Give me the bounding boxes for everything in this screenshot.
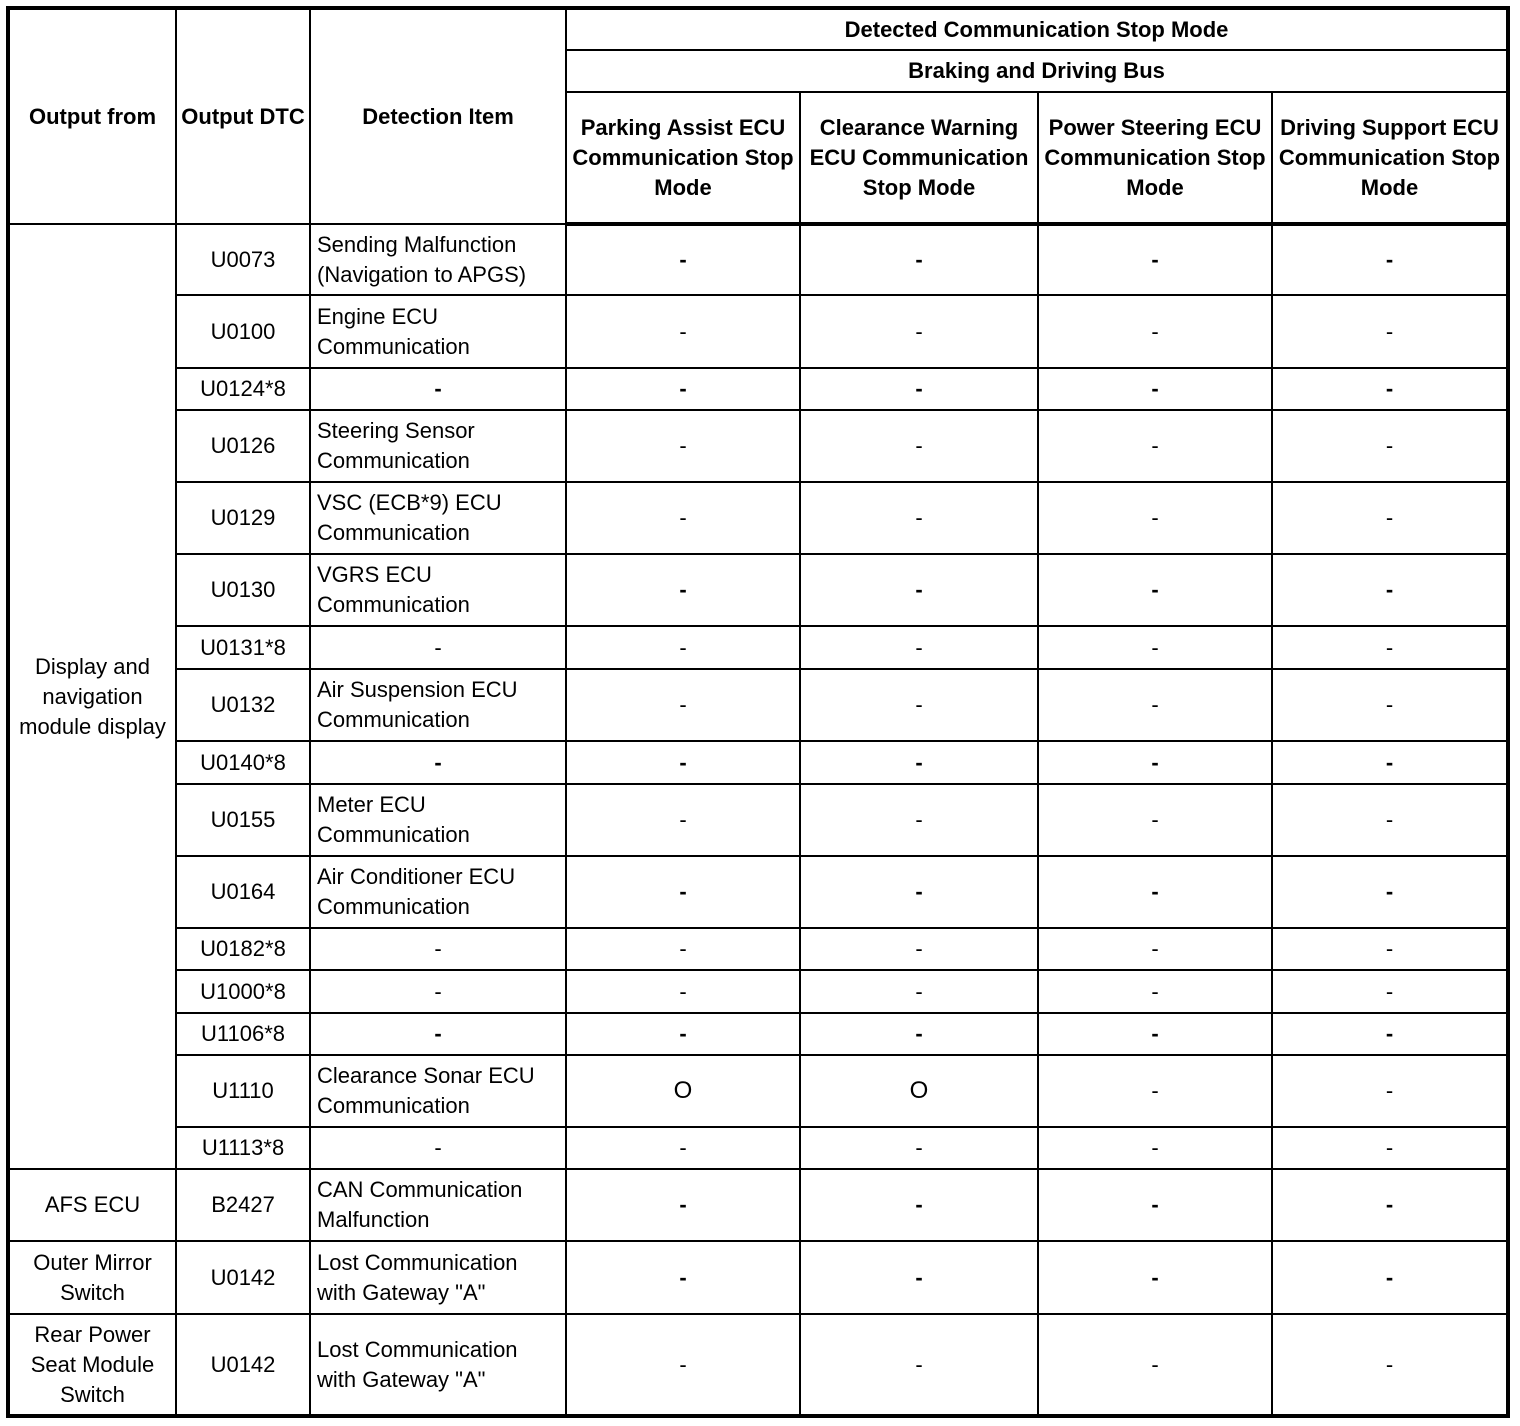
detection-item-cell: Sending Malfunction (Navigation to APGS) [310,224,566,295]
stop-mode-cell: - [1038,1055,1272,1127]
detection-item-cell: - [310,626,566,669]
stop-mode-cell: - [1272,784,1508,856]
stop-mode-cell: - [1038,1127,1272,1169]
stop-mode-cell: - [1038,224,1272,295]
detection-item-cell: Clearance Sonar ECU Communication [310,1055,566,1127]
detection-item-cell: Air Conditioner ECU Communication [310,856,566,928]
header-stop-mode-group: Detected Communication Stop Mode [566,8,1508,50]
stop-mode-cell: - [1038,784,1272,856]
stop-mode-cell: - [566,1241,800,1314]
stop-mode-cell: - [566,741,800,784]
header-detection-item: Detection Item [310,8,566,224]
header-bus-group: Braking and Driving Bus [566,50,1508,92]
stop-mode-cell: - [1038,928,1272,970]
stop-mode-cell: - [1272,669,1508,741]
stop-mode-cell: - [566,784,800,856]
stop-mode-cell: - [1272,1241,1508,1314]
dtc-cell: U1110 [176,1055,310,1127]
stop-mode-cell: - [1038,1169,1272,1241]
stop-mode-cell: O [566,1055,800,1127]
dtc-cell: U0130 [176,554,310,626]
stop-mode-cell: - [1272,224,1508,295]
stop-mode-cell: - [1038,554,1272,626]
detection-item-cell: - [310,741,566,784]
stop-mode-cell: - [566,1127,800,1169]
detection-item-cell: - [310,970,566,1013]
stop-mode-cell: - [800,669,1038,741]
dtc-cell: U1106*8 [176,1013,310,1055]
table-row [8,482,1508,554]
dtc-cell: U0126 [176,410,310,482]
stop-mode-cell: - [800,1169,1038,1241]
detection-item-cell: VGRS ECU Communication [310,554,566,626]
detection-item-cell: Engine ECU Communication [310,295,566,368]
stop-mode-cell: - [566,1169,800,1241]
detection-item-cell: - [310,1013,566,1055]
stop-mode-cell: - [1272,554,1508,626]
table-body [8,224,1508,1416]
stop-mode-cell: - [1038,1241,1272,1314]
table-row [8,1055,1508,1127]
header-output-from: Output from [8,8,176,224]
stop-mode-cell: - [1272,1055,1508,1127]
table-row [8,410,1508,482]
dtc-cell: U0124*8 [176,368,310,410]
detection-item-cell: - [310,928,566,970]
stop-mode-cell: - [1272,410,1508,482]
stop-mode-cell: - [566,295,800,368]
stop-mode-cell: - [800,295,1038,368]
stop-mode-cell: - [800,1314,1038,1416]
detection-item-cell: - [310,1127,566,1169]
dtc-cell: U0164 [176,856,310,928]
stop-mode-cell: - [800,368,1038,410]
dtc-cell: U0131*8 [176,626,310,669]
detection-item-cell: CAN Communication Malfunction [310,1169,566,1241]
stop-mode-cell: - [566,224,800,295]
table-row [8,1314,1508,1416]
dtc-cell: U0100 [176,295,310,368]
header-parking-assist: Parking Assist ECU Communication Stop Mode [566,92,800,224]
table-row [8,784,1508,856]
stop-mode-cell: - [800,410,1038,482]
header-power-steering: Power Steering ECU Communication Stop Mode [1038,92,1272,224]
stop-mode-cell: - [1272,482,1508,554]
detection-item-cell: Meter ECU Communication [310,784,566,856]
stop-mode-cell: - [1038,970,1272,1013]
stop-mode-cell: - [1272,1169,1508,1241]
header-driving-support: Driving Support ECU Communication Stop Mode [1272,92,1508,224]
output-from-cell: Display and navigation module display [8,224,176,1169]
header-clearance-warning: Clearance Warning ECU Communication Stop Mode [800,92,1038,224]
stop-mode-cell: - [1272,1127,1508,1169]
stop-mode-cell: - [800,1013,1038,1055]
output-from-cell: Outer Mirror Switch [8,1241,176,1314]
dtc-cell: U0142 [176,1241,310,1314]
stop-mode-cell: - [566,626,800,669]
stop-mode-cell: - [800,554,1038,626]
stop-mode-cell: - [800,482,1038,554]
stop-mode-cell: - [1038,482,1272,554]
table-row [8,224,1508,295]
table-row [8,1013,1508,1055]
stop-mode-cell: - [566,1013,800,1055]
stop-mode-cell: - [566,482,800,554]
stop-mode-cell: - [566,1314,800,1416]
table-row [8,970,1508,1013]
dtc-cell: B2427 [176,1169,310,1241]
stop-mode-cell: - [1272,1013,1508,1055]
table-row [8,928,1508,970]
dtc-cell: U0140*8 [176,741,310,784]
stop-mode-cell: - [1038,626,1272,669]
stop-mode-cell: - [1038,368,1272,410]
stop-mode-cell: - [1272,295,1508,368]
detection-item-cell: Steering Sensor Communication [310,410,566,482]
dtc-cell: U0142 [176,1314,310,1416]
stop-mode-cell: - [566,410,800,482]
table-row [8,1241,1508,1314]
stop-mode-cell: - [566,368,800,410]
stop-mode-cell: - [1272,1314,1508,1416]
stop-mode-cell: - [1038,1314,1272,1416]
stop-mode-cell: - [800,856,1038,928]
stop-mode-cell: - [800,784,1038,856]
stop-mode-cell: - [1272,928,1508,970]
stop-mode-cell: - [800,224,1038,295]
detection-item-cell: Lost Communication with Gateway "A" [310,1314,566,1416]
stop-mode-cell: - [800,741,1038,784]
output-from-cell: AFS ECU [8,1169,176,1241]
table-row [8,295,1508,368]
dtc-cell: U0155 [176,784,310,856]
stop-mode-cell: - [800,928,1038,970]
stop-mode-cell: - [1038,669,1272,741]
dtc-cell: U0129 [176,482,310,554]
stop-mode-cell: - [1272,626,1508,669]
dtc-cell: U1000*8 [176,970,310,1013]
stop-mode-cell: - [1038,741,1272,784]
stop-mode-cell: - [1038,410,1272,482]
stop-mode-cell: - [566,669,800,741]
table-row [8,856,1508,928]
detection-item-cell: - [310,368,566,410]
stop-mode-cell: - [566,970,800,1013]
stop-mode-cell: - [566,928,800,970]
stop-mode-cell: O [800,1055,1038,1127]
table-row [8,554,1508,626]
table-row [8,1169,1508,1241]
stop-mode-cell: - [1038,856,1272,928]
detection-item-cell: Lost Communication with Gateway "A" [310,1241,566,1314]
header-output-dtc: Output DTC [176,8,310,224]
table-row [8,368,1508,410]
stop-mode-cell: - [800,1127,1038,1169]
stop-mode-cell: - [1272,741,1508,784]
stop-mode-cell: - [1272,368,1508,410]
stop-mode-cell: - [566,856,800,928]
table-row [8,669,1508,741]
stop-mode-cell: - [566,554,800,626]
communication-stop-mode-table [6,6,1510,1418]
output-from-cell: Rear Power Seat Module Switch [8,1314,176,1416]
dtc-cell: U0132 [176,669,310,741]
table-row [8,741,1508,784]
stop-mode-cell: - [800,1241,1038,1314]
dtc-cell: U0182*8 [176,928,310,970]
detection-item-cell: VSC (ECB*9) ECU Communication [310,482,566,554]
dtc-cell: U0073 [176,224,310,295]
table-row [8,1127,1508,1169]
stop-mode-cell: - [800,970,1038,1013]
dtc-cell: U1113*8 [176,1127,310,1169]
stop-mode-cell: - [1038,1013,1272,1055]
stop-mode-cell: - [1038,295,1272,368]
stop-mode-cell: - [800,626,1038,669]
detection-item-cell: Air Suspension ECU Communication [310,669,566,741]
stop-mode-cell: - [1272,970,1508,1013]
table-row [8,626,1508,669]
stop-mode-cell: - [1272,856,1508,928]
